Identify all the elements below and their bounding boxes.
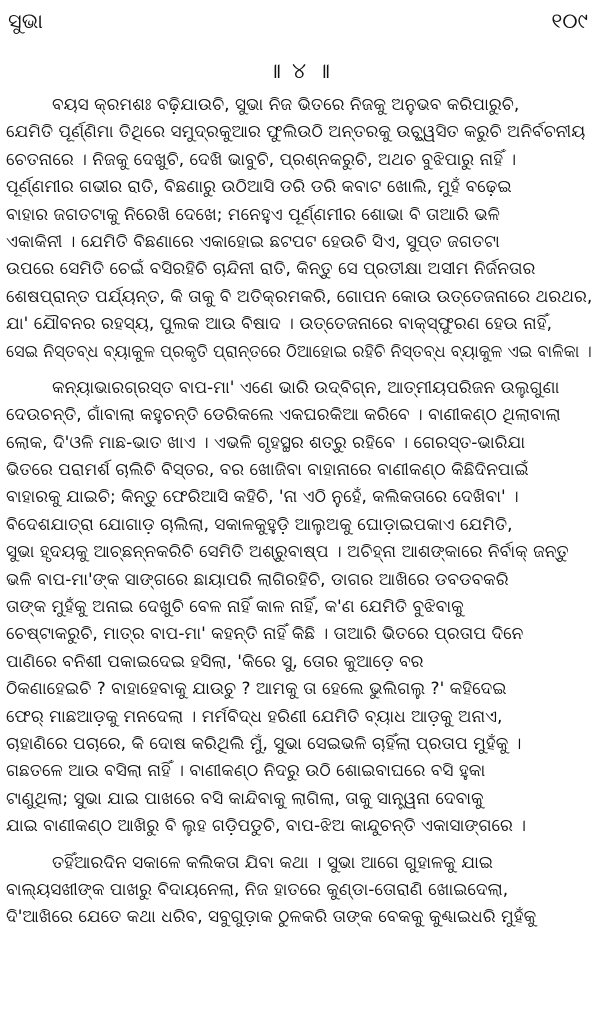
text-line: ପାଣିରେ ବନିଶୀ ପକାଇଦେଇ ହସିଲା, 'କିରେ ସୁ, ତୋର କୁଆଡ଼େ ବର <box>6 651 424 672</box>
text-line: ସେଇ ନିସ୍ତବ୍ଧ ବ୍ୟାକୁଳ ପ୍ରକୃତି ପ୍ରାନ୍ତରେ ଠିଆହୋଇ ରହିଚି ନିସ୍ତବ୍ଧ ବ୍ୟାକୁଳ ଏଇ ବାଳିକା । <box>6 341 592 362</box>
text-line: ଲୋକ, ଦି'ଓଳି ମାଛ-ଭାତ ଖାଏ । ଏଭଳି ଗୃହସ୍ଥର ଶତ୍ରୁ ରହିବେ । ଗେରସ୍ତ-ଭାରିଯା <box>6 432 526 453</box>
text-line: ଉପରେ ସେମିତି ଚେଇଁ ବସିରହିଚି ଚାନ୍ଦିନୀ ରାତି, କିନ୍ତୁ ସେ ପ୍ରତୀକ୍ଷା ଅସୀମ ନିର୍ଜନତାର <box>6 259 536 280</box>
text-line: କନ୍ୟାଭାରଗ୍ରସ୍ତ ବାପ-ମା' ଏଣେ ଭାରି ଉଦ୍‌ବିଗ୍ନ, ଆତ୍ମୀୟପରିଜନ ଉଲୁଗୁଣା <box>52 377 560 398</box>
text-line: ବାଲ୍ୟସଖୀଙ୍କ ପାଖରୁ ବିଦାୟନେଲା, ନିଜ ହାତରେ କୁଣ୍ଡା-ତୋରାଣି ଖୋଇଦେଲା, <box>6 879 509 900</box>
text-line: ବାହାର ଜଗତଟାକୁ ନିରେଖି ଦେଖେ; ମନେହୁଏ ପୂର୍ଣ୍ଣମୀର ଶୋଭା ବି ତାଆରି ଭଳି <box>6 204 500 225</box>
text-line: ପୂର୍ଣ୍ଣମୀର ଗଭୀର ରାତି, ବିଛଣାରୁ ଉଠିଆସି ଡରି ଡରି କବାଟ ଖୋଲି, ମୁହଁ ବଢ଼େଇ <box>6 177 512 198</box>
text-line: ଗଛତଳେ ଆଉ ବସିଲା ନାହିଁ । ବାଣୀକଣ୍ଠ ନିଦରୁ ଉଠି ଶୋଇବାଘରେ ବସି ହୁକା <box>6 761 486 782</box>
chapter-number: ॥ ୪ ॥ <box>267 59 333 84</box>
text-line: ଯା' ଯୌବନର ରହସ୍ୟ, ପୁଲକ ଆଉ ବିଷାଦ । ଉତ୍ତେଜନାରେ ବାକ୍‌ସ୍ଫୁରଣ ହେଉ ନାହିଁ, <box>6 314 553 335</box>
text-line: ଯାଇ ବାଣୀକଣ୍ଠ ଆଖିରୁ ବି ଲୁହ ଗଡ଼ିପଡୁଚି, ବାପ-ଝିଅ କାନ୍ଦୁଚନ୍ତି ଏକାସାଙ୍ଗରେ । <box>6 816 526 837</box>
running-head: ସୁଭା <box>8 9 44 33</box>
text-line: ଚାହାଣିରେ ପଚାରେ, କି ଦୋଷ କରିଥିଲି ମୁଁ, ସୁଭା ସେଇଭଳି ଚାହିଁଲା ପ୍ରତାପ ମୁହଁକୁ । <box>6 733 522 754</box>
text-line: ଯେମିତି ପୂର୍ଣ୍ଣିମା ତିଥିରେ ସମୁଦ୍ରକୁଆର ଫୁଲିଉଠି ଅନ୍ତରକୁ ଉଚ୍ଛ୍ୱସିତ କରୁଚି ଅନିର୍ବଚନୀୟ <box>6 122 586 143</box>
text-line: ଟାଣୁଥିଲା; ସୁଭା ଯାଇ ପାଖରେ ବସି କାନ୍ଦିବାକୁ ଲାଗିଲା, ତାକୁ ସାନ୍ତ୍ୱନା ଦେବାକୁ <box>6 788 484 809</box>
page-number: ୧୦୯ <box>551 9 588 33</box>
text-line: ବାହାରକୁ ଯାଇଚି; କିନ୍ତୁ ଫେରିଆସି କହିଚି, 'ନା ଏଠି ନୁହେଁ, କଲିକତାରେ ଦେଖିବା' । <box>6 487 519 508</box>
text-line: ଚେତନାରେ । ନିଜକୁ ଦେଖୁଚି, ଦେଖି ଭାବୁଚି, ପ୍ରଶ୍ନକରୁଚି, ଅଥଚ ବୁଝିପାରୁ ନାହିଁ । <box>6 149 517 170</box>
text-line: ଶେଷପ୍ରାନ୍ତ ପର୍ଯ୍ୟନ୍ତ, କି ତାକୁ ବି ଅତିକ୍ରମକରି, ଗୋପନ କୋଉ ଉତ୍ତେଜନାରେ ଥରଥର, <box>6 286 592 307</box>
paragraph <box>6 92 592 366</box>
text-line: ତାଙ୍କ ମୁହଁକୁ ଅନାଇ ଦେଖୁଚି ବେଳ ନାହିଁ କାଳ ନାହିଁ, କ'ଣ ଯେମିତି ବୁଝିବାକୁ <box>6 597 464 618</box>
text-line: ଏକାକିନୀ । ଯେମିତି ବିଛଣାରେ ଏକାହୋଇ ଛଟପଟ ହେଉଚି ସିଏ, ସୁପ୍ତ ଜଗତଟା <box>6 231 500 252</box>
paragraph <box>6 375 592 841</box>
text-line: ବୟସ କ୍ରମଶଃ ବଢ଼ିଯାଉଚି, ସୁଭା ନିଜ ଭିତରେ ନିଜକୁ ଅନୁଭବ କରିପାରୁଚି, <box>52 95 520 115</box>
text-line: ଫେର୍ ମାଛଆଡ଼କୁ ମନଦେଲା । ମର୍ମବିଦ୍ଧ ହରିଣୀ ଯେମିତି ବ୍ୟାଧ ଆଡ଼କୁ ଅନାଏ, <box>6 706 503 727</box>
body-text <box>6 92 592 941</box>
text-line: ଦି'ଆଖିରେ ଯେତେ କଥା ଧରିବ, ସବୁଗୁଡ଼ାକ ଠୁଳକରି ତାଙ୍କ ବେକକୁ କୁଣ୍ଢାଇଧରି ମୁହଁକୁ <box>6 907 537 928</box>
text-line: ଦେଉଚନ୍ତି, ଗାଁବାଲା କହୁଚନ୍ତି ଡେରିକଲେ ଏକଘରକିଆ କରିବେ । ବାଣୀକଣ୍ଠ ଥିଲାବାଲା <box>6 405 561 426</box>
text-line: ଭଳି ବାପ-ମା'ଙ୍କ ସାଙ୍ଗରେ ଛାୟାପରି ଲାଗିରହିଚି, ଡାଗର ଆଖିରେ ଡବଡବକରି <box>6 569 509 590</box>
paragraph <box>6 850 592 932</box>
text-line: ଚେଷ୍ଟାକରୁଚି, ମାତ୍ର ବାପ-ମା' କହନ୍ତି ନାହିଁ କିଛି । ତାଆରି ଭିତରେ ପ୍ରତାପ ଦିନେ <box>6 624 524 645</box>
text-line: ତହିଁଆରଦିନ ସକାଳେ କଲିକତା ଯିବା କଥା । ସୁଭା ଆଗେ ଗୁହାଳକୁ ଯାଇ <box>52 852 493 873</box>
text-line: ସୁଭା ହୃଦୟକୁ ଆଚ୍ଛନ୍ନକରିଚି ସେମିତି ଅଶ୍ରୁବାଷ୍ପ । ଅଚିହ୍ନା ଆଶଙ୍କାରେ ନିର୍ବାକ୍ ଜନ୍ତୁ <box>6 542 569 563</box>
text-line: ବିଦେଶଯାତ୍ରା ଯୋଗାଡ଼ ଚାଲିଲା, ସକାଳକୁହୁଡ଼ି ଆଲୁଅକୁ ଘୋଡ଼ାଇପକାଏ ଯେମିତି, <box>6 514 513 535</box>
text-line: ଠିକଣାହେଇଚି ? ବାହାହେବାକୁ ଯାଉଚୁ ? ଆମକୁ ତା ହେଲେ ଭୁଲିଗଲୁ ?' କହିଦେଇ <box>6 679 507 700</box>
text-line: ଭିତରେ ପରାମର୍ଶ ଚାଲିଚି ବିସ୍ତର, ବର ଖୋଜିବା ବାହାନାରେ ବାଣୀକଣ୍ଠ କିଛିଦିନପାଇଁ <box>6 460 529 481</box>
